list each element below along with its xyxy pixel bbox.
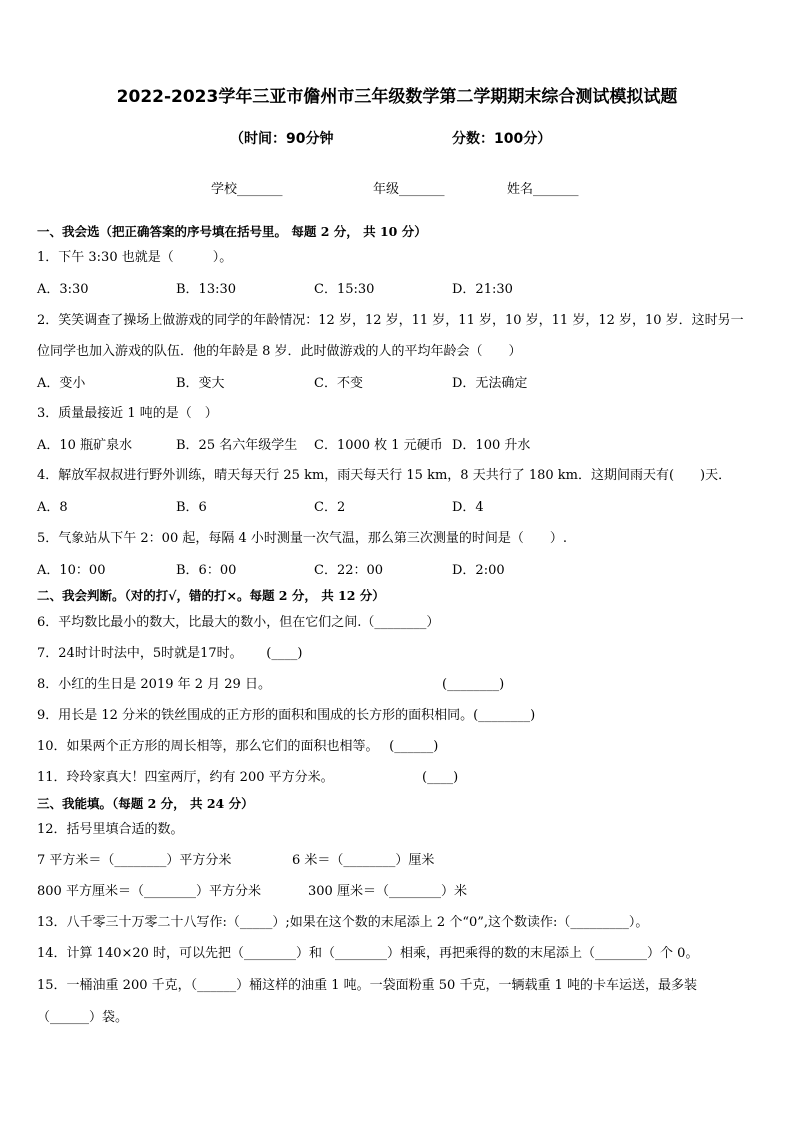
question-12: 12．括号里填合适的数。 [37, 822, 184, 837]
q5-option-b: B．6：00 [176, 563, 237, 578]
q1-option-c: C．15:30 [314, 282, 375, 297]
q3-option-c: C．1000 枚 1 元硬币 [314, 438, 443, 453]
q3-option-d: D．100 升水 [452, 438, 531, 453]
q3-option-a: A．10 瓶矿泉水 [37, 438, 133, 453]
q12-item-b: 6 米＝（________）厘米 [292, 853, 435, 868]
q5-option-c: C．22：00 [314, 563, 384, 578]
q2-option-d: D．无法确定 [452, 376, 528, 391]
score-label: 分数：100分） [452, 131, 552, 147]
q12-item-c: 800 平方厘米＝（________）平方分米 [37, 884, 261, 899]
grade-field: 年级_______ [373, 182, 445, 197]
q4-option-a: A．8 [37, 500, 68, 515]
question-4: 4．解放军叔叔进行野外训练，晴天每天行 25 km，雨天每天行 15 km，8 天共行了 180 km．这期间雨天有( )天． [37, 468, 732, 483]
section-heading-fill: 三、我能填。（每题 2 分， 共 24 分） [37, 796, 254, 811]
q1-option-d: D．21:30 [452, 282, 513, 297]
q3-option-b: B．25 名六年级学生 [176, 438, 298, 453]
question-8: 8．小红的生日是 2019 年 2 月 29 日。 [37, 677, 271, 692]
q5-option-d: D．2:00 [452, 563, 505, 578]
question-14: 14．计算 140×20 时，可以先把（________）和（________）相乘，再把乘得的数的末尾添上（________）个 0。 [37, 946, 699, 961]
question-11: 11．玲玲家真大！四室两厅，约有 200 平方分米。 [37, 770, 334, 785]
question-13: 13．八千零三十万零二十八写作:（_____）;如果在这个数的末尾添上 2 个“0”,这个数读作:（_________）。 [37, 915, 649, 930]
school-field: 学校_______ [211, 182, 283, 197]
question-10: 10．如果两个正方形的周长相等，那么它们的面积也相等。 (______) [37, 739, 439, 754]
q8-answer-blank: (________) [442, 677, 505, 692]
q1-option-a: A．3:30 [37, 282, 89, 297]
q4-option-c: C．2 [314, 500, 346, 515]
question-2-line1: 2．笑笑调查了操场上做游戏的同学的年龄情况：12 岁，12 岁，11 岁，11 岁，10 岁，11 岁，12 岁，10 岁．这时另一 [37, 313, 744, 328]
q11-answer-blank: (____) [422, 770, 459, 785]
question-2-line2: 位同学也加入游戏的队伍．他的年龄是 8 岁．此时做游戏的人的平均年龄会（ ） [37, 344, 522, 359]
q1-option-b: B．13:30 [176, 282, 237, 297]
name-field: 姓名_______ [507, 182, 579, 197]
question-7: 7．24时计时法中，5时就是17时。 (____) [37, 646, 303, 661]
time-label: （时间：90分钟 [230, 131, 334, 147]
question-15-line1: 15．一桶油重 200 千克，（______）桶这样的油重 1 吨。一袋面粉重 50 千克，一辆载重 1 吨的卡车运送，最多装 [37, 978, 697, 993]
q2-option-c: C．不变 [314, 376, 363, 391]
q4-option-d: D．4 [452, 500, 484, 515]
question-6: 6．平均数比最小的数大，比最大的数小，但在它们之间.（________） [37, 615, 440, 630]
section-heading-judge: 二、我会判断。（对的打√，错的打×。每题 2 分， 共 12 分） [37, 588, 385, 603]
q5-option-a: A．10：00 [37, 563, 106, 578]
section-heading-choice: 一、我会选（把正确答案的序号填在括号里。 每题 2 分， 共 10 分） [37, 224, 427, 239]
question-5: 5．气象站从下午 2：00 起，每隔 4 小时测量一次气温，那么第三次测量的时间是（ ）. [37, 531, 568, 546]
q2-option-b: B．变大 [176, 376, 225, 391]
q12-item-d: 300 厘米＝（________）米 [308, 884, 467, 899]
question-9: 9．用长是 12 分米的铁丝围成的正方形的面积和围成的长方形的面积相同。(________) [37, 708, 536, 723]
q4-option-b: B．6 [176, 500, 207, 515]
page-title: 2022-2023学年三亚市儋州市三年级数学第二学期期末综合测试模拟试题 [116, 87, 678, 107]
question-15-line2: （______）袋。 [37, 1010, 129, 1025]
question-1: 1．下午 3:30 也就是（ ）。 [37, 250, 233, 265]
question-3: 3．质量最接近 1 吨的是（ ） [37, 406, 218, 421]
q2-option-a: A．变小 [37, 376, 86, 391]
q12-item-a: 7 平方米＝（________）平方分米 [37, 853, 232, 868]
